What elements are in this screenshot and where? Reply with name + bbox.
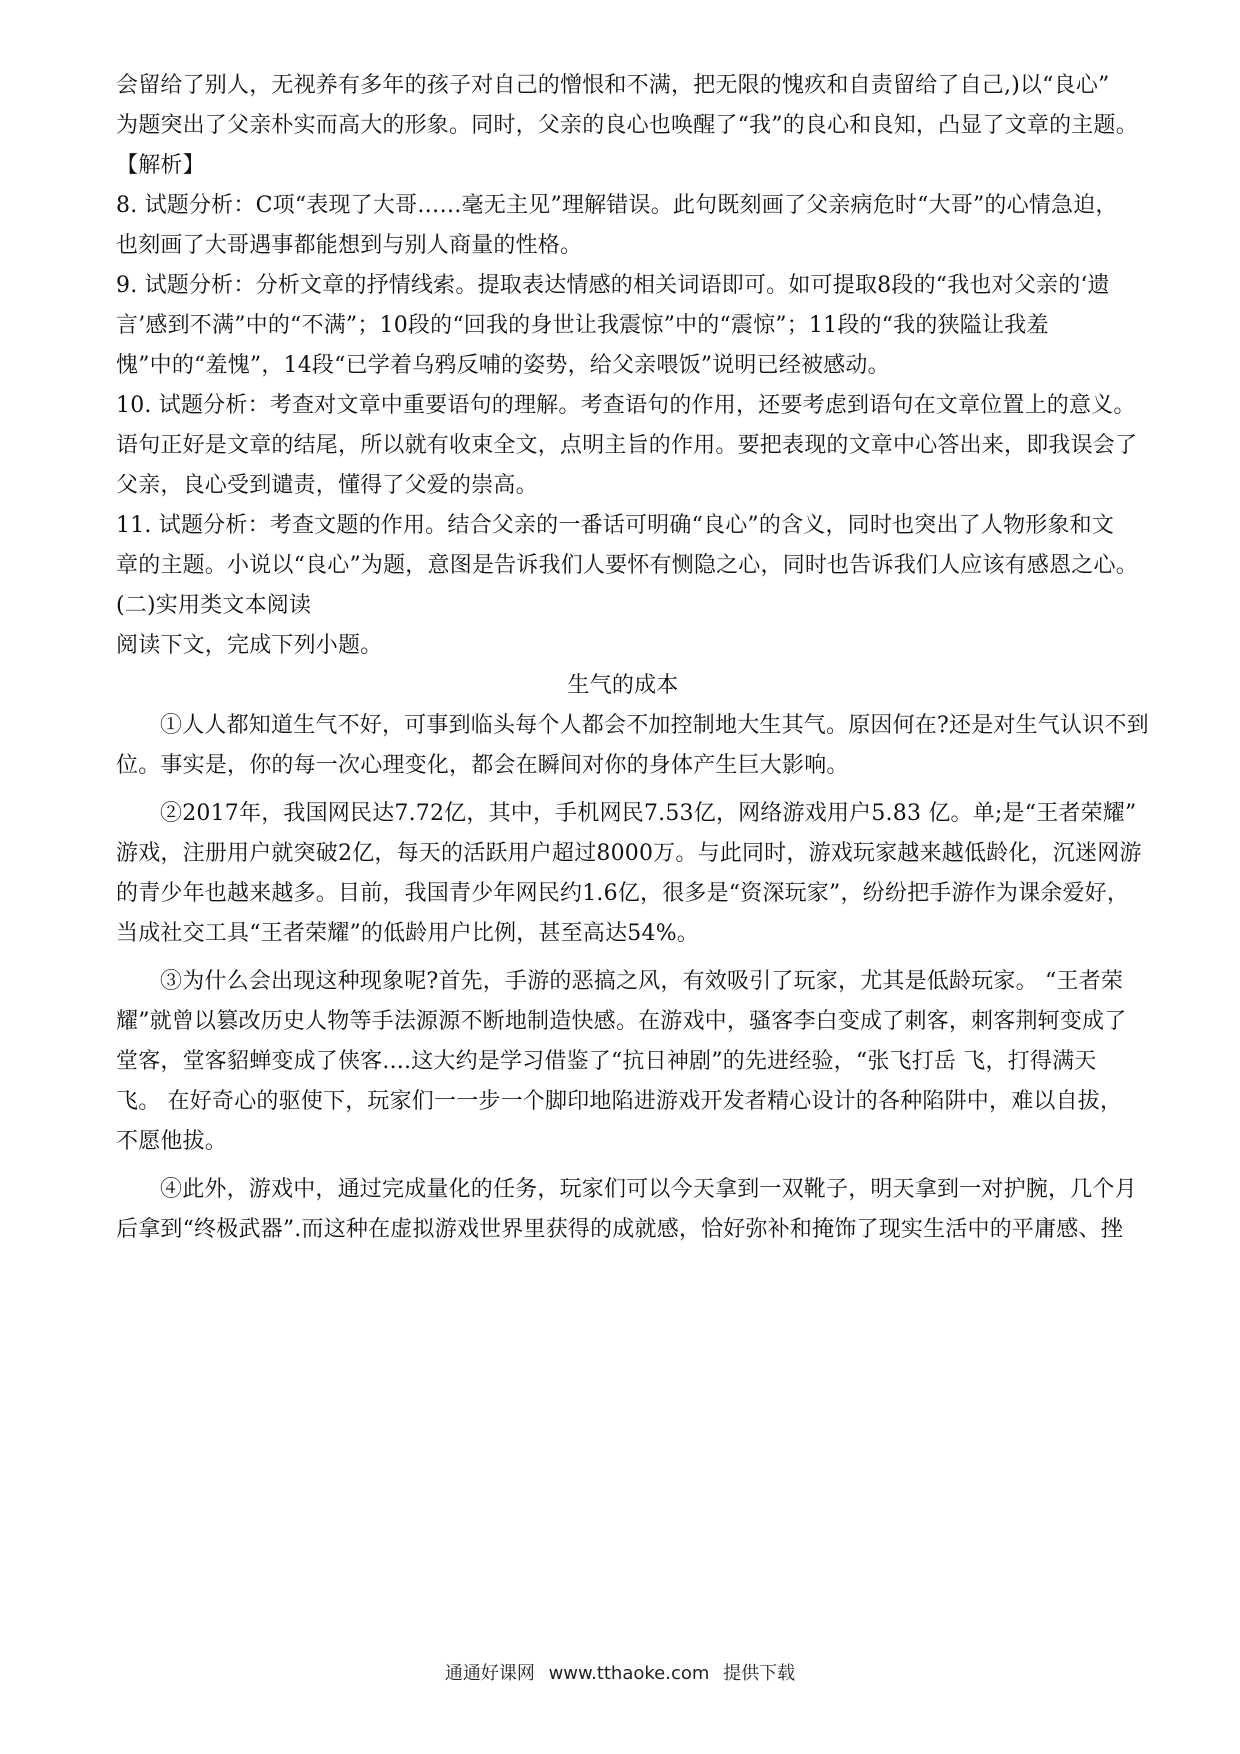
text-line: 游戏，注册用户就突破2亿，每天的活跃用户超过8000万。与此同时，游戏玩家越来越低龄化，沉迷网游 <box>116 841 1142 866</box>
text-line: 言’感到不满”中的“不满”；10段的“回我的身世让我震惊”中的“震惊”；11段的“我的狭隘让我羞 <box>116 313 1049 338</box>
document-body <box>116 66 1149 1250</box>
article-title: 生气的成本 <box>567 673 679 698</box>
instruction-line: 阅读下文，完成下列小题。 <box>116 633 383 658</box>
text-line: 11. 试题分析：考查文题的作用。结合父亲的一番话可明确“良心”的含义，同时也突出了人物形象和文 <box>116 513 1115 538</box>
text-line: ①人人都知道生气不好，可事到临头每个人都会不加控制地大生其气。原因何在?还是对生气认识不到 <box>160 713 1149 738</box>
footer-note: 提供下载 <box>723 1663 796 1684</box>
text-line: 不愿他拔。 <box>116 1129 228 1154</box>
footer-site-name: 通通好课网 <box>444 1663 535 1684</box>
text-line: 也刻画了大哥遇事都能想到与别人商量的性格。 <box>116 233 583 258</box>
text-line: 飞。 在好奇心的驱使下，玩家们一一步一个脚印地陷进游戏开发者精心设计的各种陷阱中，难以自拔， <box>116 1089 1123 1114</box>
text-line: 愧”中的“羞愧”，14段“已学着乌鸦反哺的姿势，给父亲喂饭”说明已经被感动。 <box>116 353 890 378</box>
text-line: ③为什么会出现这种现象呢?首先，手游的恶搞之风，有效吸引了玩家，尤其是低龄玩家。 “王者荣 <box>160 969 1124 994</box>
text-line: 当成社交工具“王者荣耀”的低龄用户比例，甚至高达54%。 <box>116 921 699 946</box>
text-line: ②2017年，我国网民达7.72亿，其中，手机网民7.53亿，网络游戏用户5.83 亿。单;是“王者荣耀” <box>160 801 1137 826</box>
text-line: 堂客，堂客貂蝉变成了侠客....这大约是学习借鉴了“抗日神剧”的先进经验，“张飞打岳 飞，打得满天 <box>116 1049 1097 1074</box>
page-footer <box>0 1659 1240 1685</box>
section-heading-analysis: 【解析】 <box>116 153 205 178</box>
text-line: 会留给了别人，无视养有多年的孩子对自己的憎恨和不满，把无限的愧疚和自责留给了自己,)以“良心” <box>116 73 1110 98</box>
text-line: ④此外，游戏中，通过完成量化的任务，玩家们可以今天拿到一双靴子，明天拿到一对护腕，几个月 <box>160 1177 1137 1202</box>
text-line: 耀”就曾以篡改历史人物等手法源源不断地制造快感。在游戏中，骚客李白变成了刺客，刺客荆轲变成了 <box>116 1009 1127 1034</box>
text-line: 后拿到“终极武器”.而这种在虚拟游戏世界里获得的成就感，恰好弥补和掩饰了现实生活中的平庸感、挫 <box>116 1217 1123 1242</box>
text-line: 8. 试题分析：C项“表现了大哥……毫无主见”理解错误。此句既刻画了父亲病危时“大哥”的心情急迫， <box>116 193 1118 218</box>
text-line: 为题突出了父亲朴实而高大的形象。同时，父亲的良心也唤醒了“我”的良心和良知，凸显了文章的主题。 <box>116 113 1138 138</box>
text-line: 9. 试题分析：分析文章的抒情线索。提取表达情感的相关词语即可。如可提取8段的“我也对父亲的‘遗 <box>116 273 1110 298</box>
footer-url[interactable]: www.tthaoke.com <box>548 1663 710 1684</box>
text-line: 的青少年也越来越多。目前，我国青少年网民约1.6亿，很多是“资深玩家”，纷纷把手游作为课余爱好， <box>116 881 1130 906</box>
text-line: 位。事实是，你的每一次心理变化，都会在瞬间对你的身体产生巨大影响。 <box>116 753 849 778</box>
text-line: 语句正好是文章的结尾，所以就有收束全文，点明主旨的作用。要把表现的文章中心答出来，即我误会了 <box>116 433 1138 458</box>
section-heading: (二)实用类文本阅读 <box>116 593 312 618</box>
text-line: 父亲，良心受到谴责，懂得了父爱的崇高。 <box>116 473 538 498</box>
text-line: 章的主题。小说以“良心”为题，意图是告诉我们人要怀有恻隐之心，同时也告诉我们人应该有感恩之心。 <box>116 553 1138 578</box>
text-line: 10. 试题分析：考查对文章中重要语句的理解。考查语句的作用，还要考虑到语句在文章位置上的意义。 <box>116 393 1136 418</box>
